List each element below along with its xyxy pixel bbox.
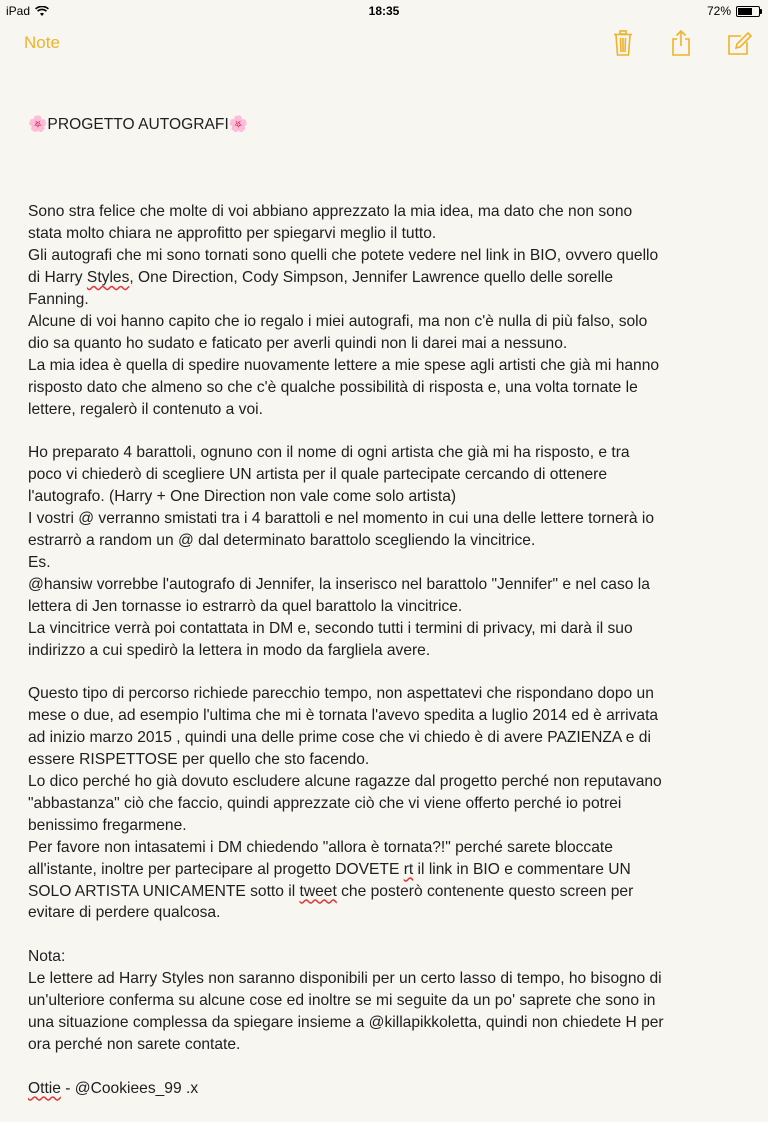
note-line: dio sa quanto ho sudato e faticato per averli quindi non li darei mai a nessuno. [28, 334, 568, 352]
note-line: Sono stra felice che molte di voi abbiano apprezzato la mia idea, ma dato che non sono [28, 203, 633, 221]
note-line: un'ulteriore conferma su alcune cose ed inoltre se mi seguite da un po' saprete che sono in [28, 992, 656, 1010]
status-bar [0, 0, 768, 22]
note-line: all'istante, inoltre per partecipare al progetto DOVETE rt il link in BIO e commentare UN [28, 860, 631, 878]
note-line: mese o due, ad esempio l'ultima che mi è tornata l'avevo spedita a luglio 2014 ed è arrivata [28, 707, 659, 725]
note-line: di Harry Styles, One Direction, Cody Simpson, Jennifer Lawrence quello delle sorelle [28, 269, 614, 287]
share-button[interactable] [666, 28, 696, 58]
note-line: estrarrò a random un @ dal determinato barattolo scegliendo la vincitrice. [28, 532, 536, 550]
note-line: evitare di perdere qualcosa. [28, 904, 221, 922]
note-line: Alcune di voi hanno capito che io regalo i miei autografi, ma non c'è nulla di più falso, solo [28, 312, 648, 330]
back-button[interactable]: Note [24, 33, 60, 52]
note-line: La vincitrice verrà poi contattata in DM e, secondo tutti i termini di privacy, mi darà il suo [28, 619, 633, 637]
note-line: lettere, regalerò il contenuto a voi. [28, 400, 263, 418]
note-line: Ottie - @Cookiees_99 .x [28, 1079, 199, 1097]
battery-icon [736, 6, 760, 17]
note-line: Ho preparato 4 barattoli, ognuno con il nome di ogni artista che già mi ha risposto, e tra [28, 444, 630, 462]
note-line: Fanning. [28, 291, 89, 309]
note-line: Questo tipo di percorso richiede parecchio tempo, non aspettatevi che rispondano dopo un [28, 685, 654, 703]
note-body[interactable] [28, 70, 728, 1122]
note-line [28, 1056, 728, 1078]
compose-icon [724, 28, 754, 58]
note-line: essere RISPETTOSE per quello che sto facendo. [28, 751, 370, 769]
note-line: poco vi chiederò di scegliere UN artista per il quale partecipate cercando di ottenere [28, 466, 608, 484]
trash-icon [608, 28, 638, 58]
note-line: benissimo fregarmene. [28, 816, 187, 834]
note-line: ad inizio marzo 2015 , quindi una delle prime cose che vi chiedo è di avere PAZIENZA e di [28, 729, 651, 747]
note-line: risposto dato che almeno so che c'è qualche possibilità di risposta e, una volta tornate le [28, 378, 638, 396]
note-line: l'autografo. (Harry + One Direction non vale come solo artista) [28, 488, 457, 506]
status-time: 18:35 [368, 4, 400, 18]
note-line: ora perché non sarete contate. [28, 1035, 241, 1053]
note-line: La mia idea è quella di spedire nuovamente lettere a mie spese agli artisti che già mi hanno [28, 356, 660, 374]
trash-button[interactable] [608, 28, 638, 58]
toolbar [0, 22, 768, 66]
note-line: una situazione complessa da spiegare insieme a @killapikkoletta, quindi non chiedete H per [28, 1013, 664, 1031]
note-title: 🌸PROGETTO AUTOGRAFI🌸 [28, 115, 249, 133]
note-line: Le lettere ad Harry Styles non saranno disponibili per un certo lasso di tempo, ho bisogno di [28, 970, 662, 988]
share-icon [666, 28, 696, 58]
note-line [28, 924, 728, 946]
battery-fill [738, 8, 752, 15]
note-line [28, 180, 728, 202]
battery-percent: 72% [706, 4, 731, 18]
note-line: SOLO ARTISTA UNICAMENTE sotto il tweet che posterò contenente questo screen per [28, 882, 634, 900]
note-line: Es. [28, 553, 51, 571]
note-line [28, 421, 728, 443]
note-line: "abbastanza" ciò che faccio, quindi apprezzate ciò che vi viene offerto perché io potrei [28, 794, 622, 812]
compose-button[interactable] [724, 28, 754, 58]
note-line: Lo dico perché ho già dovuto escludere alcune ragazze dal progetto perché non reputavano [28, 773, 662, 790]
note-line: indirizzo a cui spedirò la lettera in modo da fargliela avere. [28, 641, 431, 659]
device-label: iPad [6, 4, 31, 18]
note-line: stata molto chiara ne approfitto per spiegarvi meglio il tutto. [28, 225, 437, 243]
note-line [28, 661, 728, 683]
note-line: I vostri @ verranno smistati tra i 4 barattoli e nel momento in cui una delle lettere tornerà io [28, 510, 655, 528]
note-line: @hansiw vorrebbe l'autografo di Jennifer, la inserisco nel barattolo "Jennifer" e nel caso la [28, 575, 650, 593]
note-line: lettera di Jen tornasse io estrarrò da quel barattolo la vincitrice. [28, 597, 463, 615]
note-line: Per favore non intasatemi i DM chiedendo "allora è tornata?!" perché sarete bloccate [28, 838, 613, 856]
note-line: Gli autografi che mi sono tornati sono quelli che potete vedere nel link in BIO, ovvero quello [28, 247, 659, 265]
note-line: Nota: [28, 948, 66, 966]
note-text [28, 180, 728, 1100]
